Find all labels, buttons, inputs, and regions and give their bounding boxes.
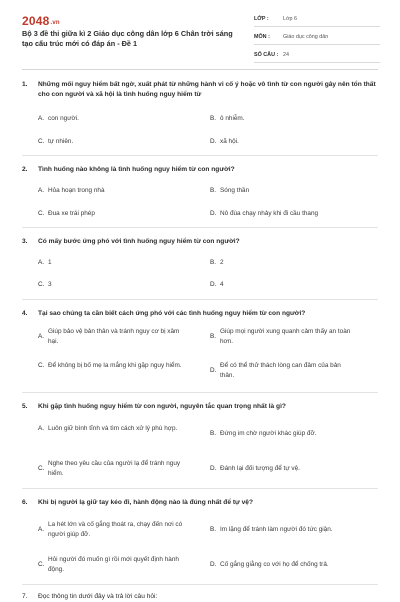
option-text: 1 — [48, 259, 52, 266]
option-b[interactable] — [210, 258, 355, 268]
option-label: D. — [210, 561, 217, 568]
option-label: D. — [210, 281, 217, 288]
question-5 — [22, 402, 380, 412]
option-b[interactable] — [210, 525, 380, 535]
option-b[interactable] — [210, 327, 355, 346]
question-divider — [22, 155, 378, 156]
option-label: A. — [38, 425, 45, 432]
option-c[interactable] — [38, 459, 183, 478]
option-c[interactable] — [38, 209, 183, 219]
question-6 — [22, 498, 380, 508]
logo-tld: .vn — [50, 20, 60, 26]
option-c[interactable] — [38, 361, 183, 371]
option-d[interactable] — [210, 464, 355, 474]
option-label: D. — [210, 465, 217, 472]
option-text: La hét lớn và cố gắng thoát ra, chạy đến nơi có người giúp đỡ. — [48, 521, 183, 538]
document-meta — [254, 12, 380, 66]
question-number: 6. — [22, 499, 28, 506]
option-text: 4 — [220, 281, 224, 288]
option-label: D. — [210, 138, 217, 145]
question-divider — [22, 227, 378, 228]
option-c[interactable] — [38, 555, 183, 574]
option-label: B. — [210, 526, 217, 533]
option-text: tự nhiên. — [48, 138, 74, 145]
meta-row-class — [254, 12, 380, 27]
option-label: B. — [210, 430, 217, 437]
option-text: Đứng im chờ người khác giúp đỡ. — [220, 430, 317, 437]
option-text: Hỏa hoạn trong nhà — [48, 187, 105, 194]
document-title: Bộ 3 đề thi giữa kì 2 Giáo dục công dân lớp 6 Chân trời sáng tạo cấu trúc mới có đáp án - Đề 1 — [22, 29, 233, 48]
option-text: Để không bị bố mẹ la mắng khi gặp nguy hiểm. — [48, 362, 182, 369]
option-label: C. — [38, 138, 45, 145]
question-text: Có mấy bước ứng phó với tình huống nguy hiểm từ con người? — [38, 238, 240, 245]
option-text: 2 — [220, 259, 224, 266]
option-label: B. — [210, 332, 217, 340]
option-text: Luôn giữ bình tĩnh và tìm cách xử lý phù hợp. — [48, 425, 178, 432]
option-label: B. — [210, 115, 217, 122]
option-text: 3 — [48, 281, 52, 288]
option-c[interactable] — [38, 137, 183, 147]
meta-key: MÔN : — [254, 34, 270, 40]
option-a[interactable] — [38, 258, 183, 268]
option-label: C. — [38, 464, 45, 472]
question-text: Những mối nguy hiểm bất ngờ, xuất phát từ những hành vi cố ý hoặc vô tình từ con người gây nên tổn thất cho con người và xã hội là tình huống nguy hiểm từ — [38, 81, 376, 98]
question-divider — [22, 299, 378, 300]
option-label: D. — [210, 366, 217, 374]
option-label: C. — [38, 362, 45, 369]
option-label: C. — [38, 560, 45, 568]
question-1 — [22, 80, 380, 99]
option-text: Nghe theo yêu cầu của người lạ để tránh nguy hiểm. — [48, 460, 181, 477]
question-text: Đọc thông tin dưới đây và trả lời câu hỏi: — [38, 593, 158, 600]
option-text: Đua xe trái phép — [48, 210, 95, 217]
option-b[interactable] — [210, 429, 355, 439]
option-label: A. — [38, 187, 45, 194]
logo-name: 2048 — [22, 14, 50, 28]
header-divider — [22, 69, 378, 70]
question-text: Tại sao chúng ta cần biết cách ứng phó với các tình huống nguy hiểm từ con người? — [38, 310, 306, 317]
question-text: Tình huống nào không là tình huống nguy hiểm từ con người? — [38, 166, 235, 173]
question-number: 2. — [22, 166, 28, 173]
meta-key: LỚP : — [254, 16, 269, 22]
option-a[interactable] — [38, 424, 183, 434]
meta-row-subject — [254, 30, 380, 45]
question-4 — [22, 309, 380, 319]
option-b[interactable] — [210, 186, 355, 196]
question-text: Khi bị người lạ giữ tay kéo đi, hành động nào là đúng nhất để tự vệ? — [38, 499, 253, 506]
option-d[interactable] — [210, 560, 380, 570]
question-2 — [22, 165, 380, 175]
question-number: 4. — [22, 310, 28, 317]
option-text: Hỏi người đó muốn gì rồi mới quyết định hành động. — [48, 556, 179, 573]
option-a[interactable] — [38, 186, 183, 196]
option-label: B. — [210, 187, 217, 194]
site-logo[interactable] — [22, 14, 60, 28]
option-label: C. — [38, 210, 45, 217]
option-label: A. — [38, 259, 45, 266]
option-c[interactable] — [38, 280, 183, 290]
option-d[interactable] — [210, 137, 355, 147]
option-d[interactable] — [210, 209, 380, 219]
meta-row-question-count — [254, 48, 380, 63]
option-label: A. — [38, 525, 45, 533]
question-number: 1. — [22, 81, 28, 88]
question-divider — [22, 488, 378, 489]
option-text: Đánh lại đối tượng để tự vệ. — [220, 465, 300, 472]
question-3 — [22, 237, 380, 247]
question-divider — [22, 584, 378, 585]
option-text: Cố gắng giằng co với họ để chống trả. — [220, 561, 329, 568]
option-b[interactable] — [210, 114, 355, 124]
option-text: Im lặng để tránh làm người đó tức giận. — [220, 526, 333, 533]
question-text: Khi gặp tình huống nguy hiểm từ con người, nguyên tắc quan trọng nhất là gì? — [38, 403, 286, 410]
question-number: 7. — [22, 593, 28, 600]
option-d[interactable] — [210, 361, 355, 380]
question-7 — [22, 592, 380, 602]
option-a[interactable] — [38, 114, 183, 124]
option-a[interactable] — [38, 520, 183, 539]
meta-value: Giáo dục công dân — [283, 34, 329, 40]
option-text: Nô đùa chạy nhảy khi đi cầu thang — [220, 210, 319, 217]
option-text: Để có thể thử thách lòng can đảm của bản thân. — [220, 362, 341, 379]
option-label: D. — [210, 210, 217, 217]
option-text: Giúp mọi người xung quanh cảm thấy an toàn hơn. — [220, 328, 351, 345]
option-text: ô nhiễm. — [220, 115, 245, 122]
question-divider — [22, 392, 378, 393]
meta-key: SỐ CÂU : — [254, 52, 279, 58]
option-text: xã hội. — [220, 138, 239, 145]
document-header — [0, 0, 400, 70]
option-label: C. — [38, 281, 45, 288]
option-label: B. — [210, 259, 217, 266]
option-d[interactable] — [210, 280, 355, 290]
option-a[interactable] — [38, 327, 183, 346]
option-text: Sóng thần — [220, 187, 250, 194]
question-number: 5. — [22, 403, 28, 410]
option-text: con người. — [48, 115, 79, 122]
meta-value: 24 — [283, 52, 289, 58]
option-label: A. — [38, 115, 45, 122]
question-number: 3. — [22, 238, 28, 245]
option-label: A. — [38, 332, 45, 340]
option-text: Giúp bảo vệ bản thân và tránh nguy cơ bị xâm hại. — [48, 328, 180, 345]
meta-value: Lớp 6 — [283, 16, 298, 22]
